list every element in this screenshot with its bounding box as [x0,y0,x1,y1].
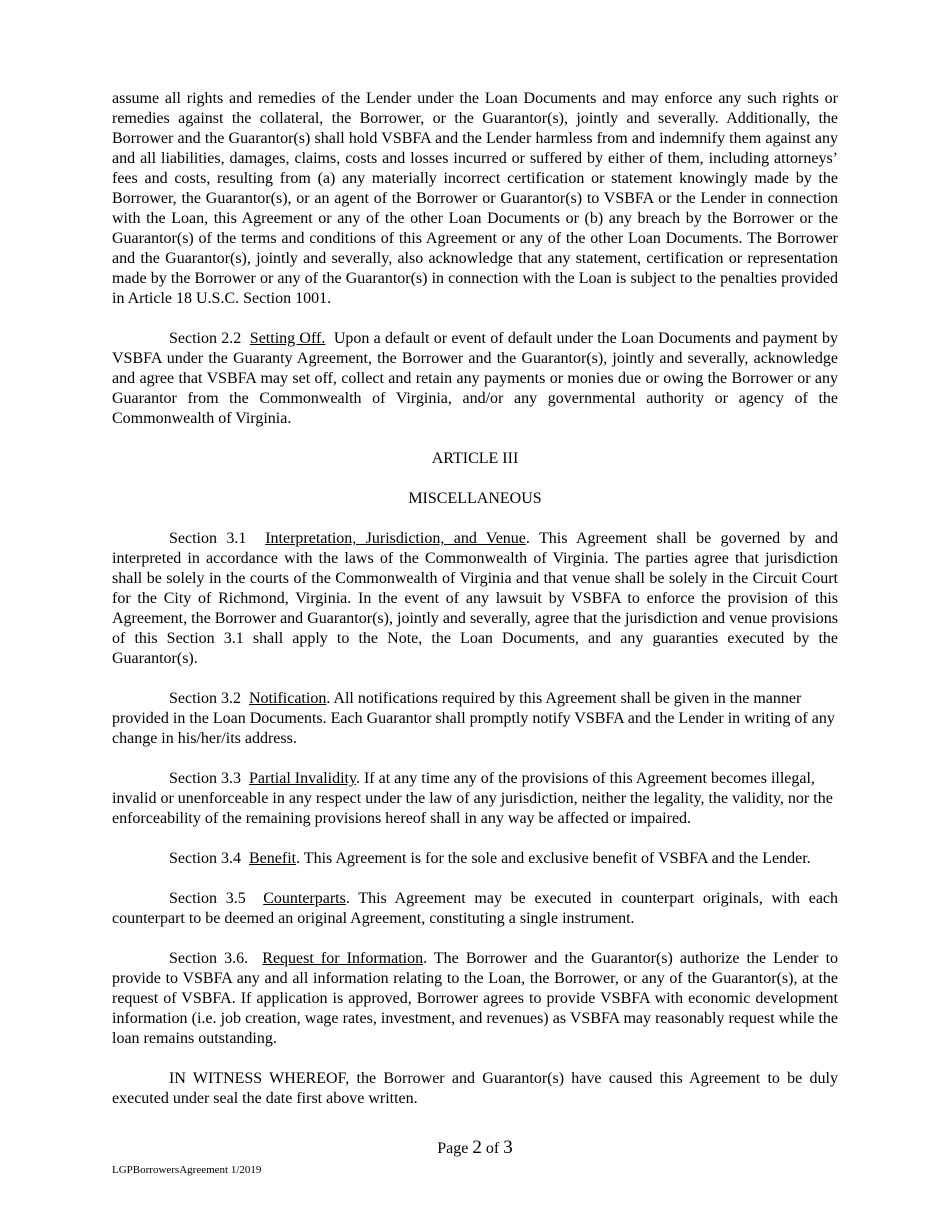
page-total: 3 [503,1137,513,1158]
section-3-5 [112,889,838,929]
section-title: Partial Invalidity [249,770,356,787]
section-body: . If at any time any of the provisions of this Agreement becomes illegal, invalid or unenforceable in any respect under the law of any jurisdiction, neither the legality, the validity, nor the enforceability of the remaining provisions hereof shall in any way be affected or impaired. [112,770,833,827]
article-heading: ARTICLE III [431,450,519,467]
section-3-3 [112,769,838,829]
section-body: . The Borrower and the Guarantor(s) authorize the Lender to provide to VSBFA any and all information relating to the Loan, the Borrower, or any of the Guarantor(s), at the request of VSBFA. If application is approved, Borrower agrees to provide VSBFA with economic development information (i.e. job creation, wage rates, investment, and revenues) as VSBFA may reasonably request while the loan remains outstanding. [112,950,839,1047]
document-body [112,89,838,1129]
section-number: Section 2.2 [169,330,242,347]
section-body: . This Agreement may be executed in counterpart originals, with each counterpart to be deemed an original Agreement, constituting a single instrument. [112,890,839,927]
article-subheading: MISCELLANEOUS [408,490,542,507]
witness-clause: IN WITNESS WHEREOF, the Borrower and Guarantor(s) have caused this Agreement to be duly executed under seal the date first above written. [112,1070,838,1107]
section-number: Section 3.1 [169,530,247,547]
section-body: . All notifications required by this Agreement shall be given in the manner provided in the Loan Documents. Each Guarantor shall promptly notify VSBFA and the Lender in writing of any change in his/her/its address. [112,690,835,747]
form-identifier: LGPBorrowersAgreement 1/2019 [112,1164,262,1176]
indemnity-paragraph: assume all rights and remedies of the Lender under the Loan Documents and may enforce any such rights or remedies against the collateral, the Borrower, or the Guarantor(s), jointly and severally. Additionally, the Borrower and the Guarantor(s) shall hold VSBFA and the Lender harmless from and indemnify them against any and all liabilities, damages, claims, costs and losses incurred or suffered by either of them, including attorneys’ fees and costs, resulting from (a) any materially incorrect certification or statement knowingly made by the Borrower, the Guarantor(s), or an agent of the Borrower or Guarantor(s) to VSBFA or the Lender in connection with the Loan, this Agreement or any of the other Loan Documents or (b) any breach by the Borrower or the Guarantor(s) of the terms and conditions of this Agreement or any of the other Loan Documents. The Borrower and the Guarantor(s), jointly and severally, also acknowledge that any statement, certification or representation made by the Borrower or any of the Guarantor(s) in connection with the Loan is subject to the penalties provided in Article 18 U.S.C. Section 1001. [112,90,838,307]
section-number: Section 3.5 [169,890,246,907]
page-word: Page [437,1140,469,1157]
page-number: 2 [472,1137,482,1158]
section-number: Section 3.4 [169,850,241,867]
section-number: Section 3.6. [169,950,249,967]
section-3-4 [112,849,838,869]
of-word: of [485,1140,500,1157]
section-title: Setting Off. [249,330,326,347]
section-title: Request for Information [262,950,424,967]
page-indicator [0,1138,950,1159]
section-number: Section 3.3 [169,770,241,787]
section-body: Upon a default or event of default under the Loan Documents and payment by VSBFA under the Guaranty Agreement, the Borrower and the Guarantor(s), jointly and severally, acknowledge and agree that VSBFA may set off, collect and retain any payments or monies due or owing the Borrower or any Guarantor from the Commonwealth of Virginia, and/or any governmental authority or agency of the Commonwealth of Virginia. [112,330,839,427]
section-number: Section 3.2 [169,690,241,707]
section-3-6 [112,949,838,1049]
section-3-2 [112,689,838,749]
section-body: . This Agreement shall be governed by and interpreted in accordance with the laws of the Commonwealth of Virginia. The parties agree that jurisdiction shall be solely in the courts of the Commonwealth of Virginia and that venue shall be solely in the Circuit Court for the City of Richmond, Virginia. In the event of any lawsuit by VSBFA to enforce the provision of this Agreement, the Borrower and Guarantor(s), jointly and severally, agree that the jurisdiction and venue provisions of this Section 3.1 shall apply to the Note, the Loan Documents, and any guaranties executed by the Guarantor(s). [112,530,839,667]
section-2-2 [112,329,838,429]
section-title: Counterparts [263,890,346,907]
section-title: Interpretation, Jurisdiction, and Venue [265,530,526,547]
section-body: . This Agreement is for the sole and exclusive benefit of VSBFA and the Lender. [296,850,811,867]
section-3-1 [112,529,838,669]
section-title: Notification [249,690,327,707]
section-title: Benefit [249,850,297,867]
